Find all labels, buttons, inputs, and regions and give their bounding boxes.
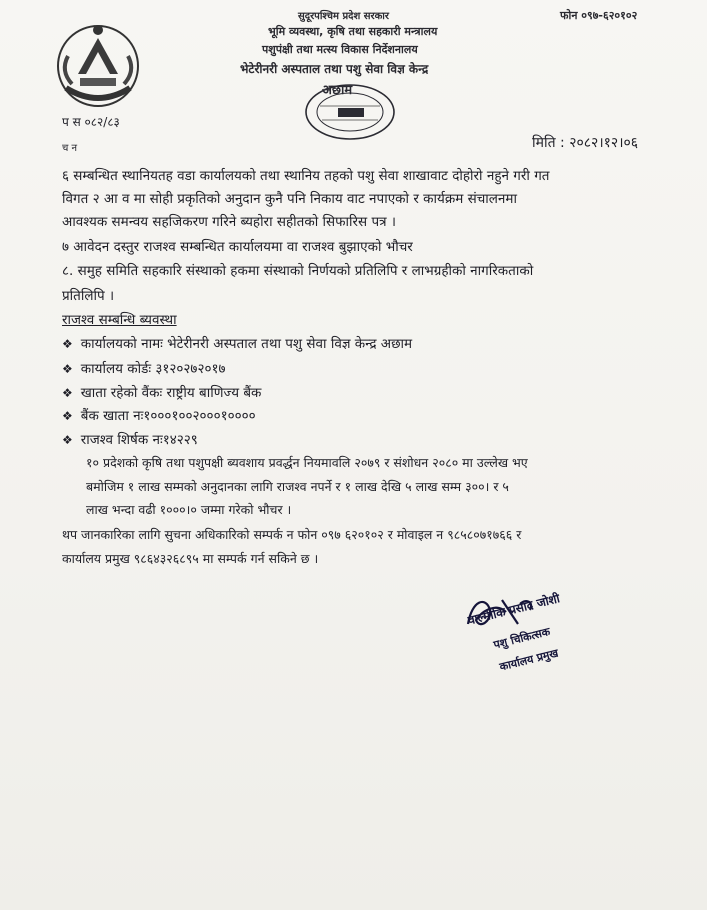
item-6-line-3: आवश्यक समन्वय सहजिकरण गरिने ब्यहोरा सहीतको सिफारिस पत्र ।	[62, 214, 397, 230]
item-8-line-2: प्रतिलिपि ।	[62, 288, 115, 304]
letter-date: मिति : २०८२।१२।०६	[532, 135, 639, 151]
item-10-line-2: बमोजिम १ लाख सम्मको अनुदानका लागि राजश्व नपर्ने र १ लाख देखि ५ लाख सम्म ३००। र ५	[86, 479, 509, 494]
chalani-number: च न	[62, 143, 78, 154]
diamond-cross-bullet-icon: ❖	[62, 433, 73, 447]
stamp-label: अछाम	[322, 83, 353, 98]
item-7: ७ आवेदन दस्तुर राजश्व सम्बन्धित कार्यालयमा वा राजश्व बुझाएको भौचर	[62, 239, 413, 255]
directorate-name: पशुपंक्षी तथा मत्स्य विकास निर्देशनालय	[262, 43, 418, 56]
diamond-cross-bullet-icon: ❖	[62, 337, 73, 351]
item-6-line-2: विगत २ आ व मा सोही प्रकृतिको अनुदान कुनै पनि निकाय वाट नपाएको र कार्यक्रम संचालनमा	[62, 191, 517, 207]
office-name: भेटेरीनरी अस्पताल तथा पशु सेवा विज्ञ केन्द्र	[240, 62, 429, 76]
revenue-bullet-account: ❖ बैंक खाता नः१०००१००२०००१००००	[62, 408, 256, 424]
signatory-name: वाल्मीकि प्रसाद जोशी	[466, 591, 562, 628]
revenue-bullet-bank: ❖ खाता रहेको वैंकः राष्ट्रीय बाणिज्य बैंक	[62, 385, 262, 401]
item-8-line-1: ८. समुह समिति सहकारि संस्थाको हकमा संस्थाको निर्णयको प्रतिलिपि र लाभग्रहीको नागरिकताको	[62, 263, 534, 279]
revenue-heading: राजश्व सम्बन्धि ब्यवस्था	[62, 312, 177, 328]
province-name: सुदूरपश्चिम प्रदेश सरकार	[298, 11, 389, 22]
revenue-bullet-heading-number: ❖ राजश्व शिर्षक नः१४२२९	[62, 432, 198, 448]
diamond-cross-bullet-icon: ❖	[62, 362, 73, 376]
office-phone: फोन ०९७-६२०१०२	[560, 9, 638, 22]
contact-line-1: थप जानकारिका लागि सुचना अधिकारिको सम्पर्क न फोन ०९७ ६२०१०२ र मोवाइल न ९८५८०७१७६६ र	[62, 527, 522, 542]
signatory-title: पशु चिकित्सक	[492, 625, 552, 652]
revenue-bullet-office-code: ❖ कार्यालय कोर्डः ३१२०२७२०१७	[62, 361, 226, 377]
contact-line-2: कार्यालय प्रमुख ९८६४३२६८९५ मा सम्पर्क गर्न सकिने छ ।	[62, 551, 319, 566]
diamond-cross-bullet-icon: ❖	[62, 409, 73, 423]
ministry-name: भूमि व्यवस्था, कृषि तथा सहकारी मन्त्रालय	[268, 25, 438, 38]
patra-sankhya: प स ०८२/८३	[62, 115, 120, 129]
revenue-bullet-office-name: ❖ कार्यालयको नामः भेटेरीनरी अस्पताल तथा पशु सेवा विज्ञ केन्द्र अछाम	[62, 336, 413, 352]
government-emblem-icon	[48, 16, 148, 111]
item-10-line-1: १० प्रदेशको कृषि तथा पशुपक्षी ब्यवशाय प्रवर्द्धन नियमावलि २०७९ र संशोधन २०८० मा उल्लेख भए	[86, 455, 528, 470]
item-10-line-3: लाख भन्दा वढी १०००।० जम्मा गरेको भौचर ।	[86, 502, 292, 517]
diamond-cross-bullet-icon: ❖	[62, 386, 73, 400]
signatory-role: कार्यालय प्रमुख	[498, 646, 560, 674]
item-6-line-1: ६ सम्बन्धित स्थानियतह वडा कार्यालयको तथा स्थानिय तहको पशु सेवा शाखावाट दोहोरो नहुने गरी गत	[62, 168, 550, 184]
